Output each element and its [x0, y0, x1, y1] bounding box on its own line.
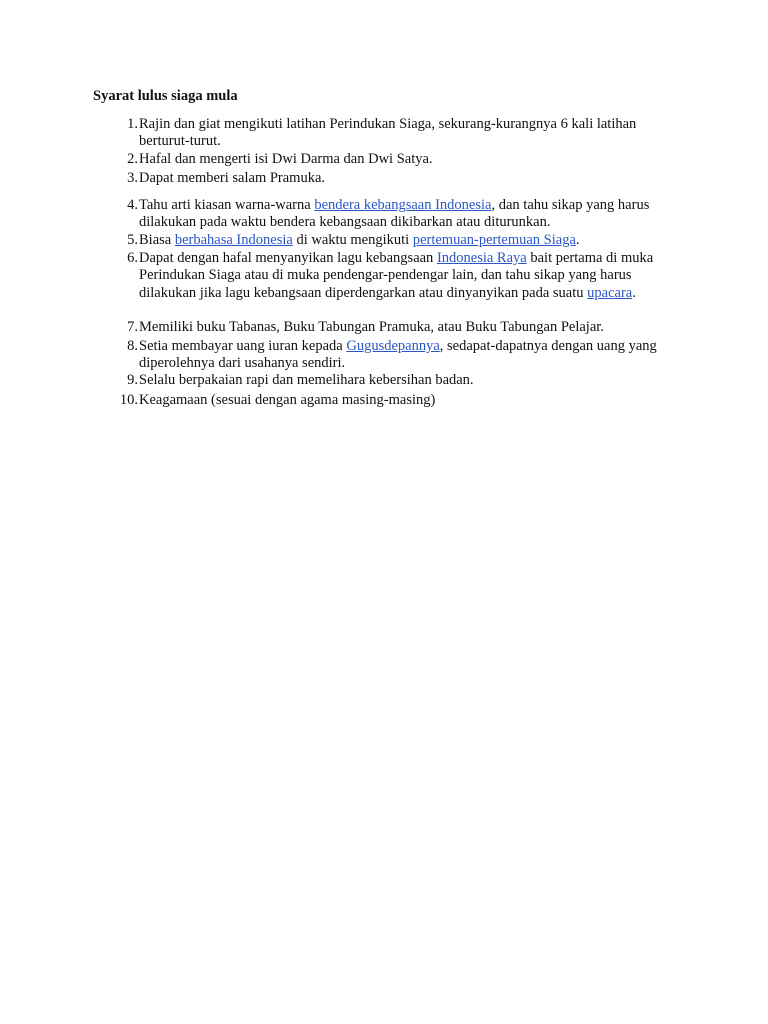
list-item	[110, 392, 675, 409]
text-run: , sedapat-dapatnya dengan uang yang diperolehnya dari usahanya sendiri.	[139, 338, 657, 372]
text-run: Dapat dengan hafal menyanyikan lagu kebangsaan	[139, 250, 437, 266]
document-title: Syarat lulus siaga mula	[93, 88, 238, 104]
link-upacara[interactable]: upacara	[587, 284, 633, 301]
list-number: 5.	[127, 232, 138, 248]
text-run: Keagamaan (sesuai dengan agama masing-masing)	[139, 392, 436, 408]
list-item	[110, 232, 675, 249]
text-run: .	[575, 232, 580, 248]
list-item	[110, 151, 675, 168]
list-number: 8.	[127, 338, 138, 354]
list-item	[110, 170, 675, 187]
list-text	[139, 372, 675, 389]
list-number: 7.	[127, 319, 138, 335]
list-item	[110, 197, 675, 232]
text-run: bait pertama di muka Perindukan Siaga atau di muka pendengar-pendengar lain, dan tahu sikap yang harus dilakukan jika lagu kebangsaan diperdengarkan atau dinyanyikan pada suatu	[139, 250, 654, 301]
list-item	[110, 372, 675, 389]
list-text	[139, 338, 675, 373]
text-run: Rajin dan giat mengikuti latihan Perindukan Siaga, sekurang-kurangnya 6 kali latihan berturut-turut.	[139, 116, 637, 150]
list-text	[139, 392, 675, 409]
list-item	[110, 116, 675, 151]
text-run: .	[632, 284, 636, 301]
list-item	[110, 319, 675, 336]
list-item	[110, 338, 675, 373]
text-run: Selalu berpakaian rapi dan memelihara kebersihan badan.	[139, 372, 474, 388]
list-number: 1.	[127, 116, 138, 132]
link-gugusdepan[interactable]: Gugusdepannya	[346, 338, 440, 354]
list-text	[139, 250, 675, 302]
text-run: Hafal dan mengerti isi Dwi Darma dan Dwi Satya.	[139, 151, 433, 167]
text-run: Setia membayar uang iuran kepada	[139, 338, 347, 354]
text-run: Dapat memberi salam Pramuka.	[139, 170, 326, 186]
list-text	[139, 197, 675, 232]
list-text	[139, 116, 675, 151]
list-number: 9.	[127, 372, 138, 388]
text-run: Memiliki buku Tabanas, Buku Tabungan Pramuka, atau Buku Tabungan Pelajar.	[139, 319, 604, 335]
list-number: 6.	[127, 250, 138, 266]
list-number: 2.	[127, 151, 138, 167]
list-item	[110, 250, 675, 302]
text-run: , dan tahu sikap yang harus dilakukan pada waktu bendera kebangsaan dikibarkan atau diturunkan.	[139, 197, 650, 231]
link-indonesia-raya[interactable]: Indonesia Raya	[436, 250, 527, 266]
list-text	[139, 170, 675, 187]
list-number: 4.	[127, 197, 138, 213]
list-text	[139, 232, 675, 249]
link-pertemuan-siaga[interactable]: pertemuan-pertemuan Siaga	[412, 232, 576, 248]
list-text	[139, 319, 675, 336]
text-run: di waktu mengikuti	[292, 232, 413, 248]
list-number: 3.	[127, 170, 138, 186]
text-run: Tahu arti kiasan warna-warna	[139, 197, 315, 213]
link-bendera-kebangsaan[interactable]: bendera kebangsaan Indonesia	[314, 197, 492, 213]
link-berbahasa-indonesia[interactable]: berbahasa Indonesia	[174, 232, 293, 248]
text-run: Biasa	[139, 232, 175, 248]
list-number: 10.	[119, 392, 138, 408]
list-text	[139, 151, 675, 168]
